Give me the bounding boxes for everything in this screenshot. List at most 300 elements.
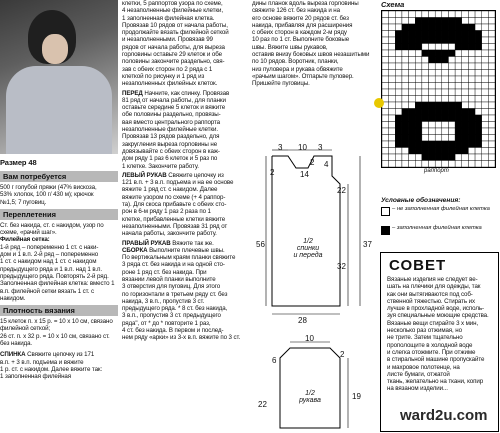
- empty-cell: [468, 76, 475, 83]
- filled-cell: [409, 115, 416, 122]
- filled-cell: [435, 57, 442, 64]
- filled-cell: [468, 122, 475, 129]
- empty-cell: [475, 154, 482, 161]
- filled-cell: [455, 128, 462, 135]
- advice-line: шать на плечики для одежды, так: [387, 283, 481, 291]
- advice-line: несколько раз отжимая, но: [387, 327, 462, 335]
- empty-cell: [415, 161, 422, 168]
- empty-cell: [429, 63, 436, 70]
- empty-cell: [435, 128, 442, 135]
- empty-cell: [442, 70, 449, 77]
- empty-cell: [462, 11, 469, 18]
- empty-cell: [382, 76, 389, 83]
- filled-cell: [442, 148, 449, 155]
- empty-cell: [395, 11, 402, 18]
- empty-cell: [482, 154, 489, 161]
- filled-cell: [448, 50, 455, 57]
- empty-cell: [389, 141, 396, 148]
- pered-line: оставьте середине 5 клеток и вяжите: [122, 104, 226, 112]
- empty-cell: [382, 50, 389, 57]
- filled-cell: [395, 37, 402, 44]
- empty-cell: [395, 63, 402, 70]
- filled-cell: [448, 18, 455, 25]
- filled-cell: [395, 128, 402, 135]
- dim-label: 37: [363, 240, 372, 249]
- dim-label: 3: [278, 143, 283, 152]
- empty-cell: [382, 63, 389, 70]
- empty-cell: [389, 24, 396, 31]
- empty-cell: [389, 70, 396, 77]
- sborka-line: Выполните плечевые швы.: [149, 246, 225, 254]
- size-title: Размер 48: [0, 158, 37, 167]
- empty-cell: [455, 89, 462, 96]
- empty-cell: [415, 11, 422, 18]
- filled-cell: [435, 18, 442, 25]
- col3-line: «рачьим шагом». Отпарьте пуловер.: [252, 72, 354, 80]
- empty-cell: [422, 44, 429, 51]
- filled-cell: [455, 37, 462, 44]
- empty-cell: [482, 76, 489, 83]
- col3-line: накида, прибавляя для расширения: [252, 21, 353, 29]
- filled-cell-swatch: [381, 226, 390, 235]
- empty-cell: [475, 109, 482, 116]
- empty-cell: [475, 63, 482, 70]
- filled-cell: [455, 109, 462, 116]
- legend-title: Условные обозначения:: [381, 197, 461, 204]
- empty-cell: [468, 83, 475, 90]
- filled-cell: [468, 24, 475, 31]
- filled-cell: [448, 115, 455, 122]
- filled-cell: [415, 44, 422, 51]
- filled-cell: [402, 44, 409, 51]
- filled-cell: [462, 141, 469, 148]
- empty-cell: [429, 76, 436, 83]
- filled-cell: [409, 135, 416, 142]
- empty-cell: [488, 128, 495, 135]
- empty-cell: [389, 37, 396, 44]
- empty-cell: [422, 76, 429, 83]
- empty-cell: [389, 44, 396, 51]
- filled-cell: [468, 141, 475, 148]
- filled-cell: [422, 148, 429, 155]
- dim-label: 22: [258, 400, 267, 409]
- empty-cell: [389, 115, 396, 122]
- empty-cell: [435, 89, 442, 96]
- empty-cell: [435, 122, 442, 129]
- dim-label: 3: [318, 143, 323, 152]
- empty-cell: [382, 18, 389, 25]
- pered-line: незаполненные филейные клетки.: [122, 126, 218, 134]
- filled-cell: [429, 115, 436, 122]
- empty-cell: [442, 122, 449, 129]
- empty-cell: [482, 83, 489, 90]
- advice-line: зуя специальные моющие средства.: [387, 312, 489, 320]
- model-shirt: [6, 66, 112, 154]
- filled-cell: [448, 141, 455, 148]
- empty-cell: [488, 44, 495, 51]
- needs-header: Вам потребуется: [0, 171, 118, 182]
- advice-line: и махровое полотенце, на: [387, 363, 460, 371]
- filled-cell: [429, 50, 436, 57]
- filled-cell: [415, 115, 422, 122]
- filled-cell: [468, 31, 475, 38]
- empty-cell: [422, 161, 429, 168]
- empty-cell: [395, 50, 402, 57]
- empty-cell: [475, 83, 482, 90]
- empty-cell: [448, 44, 455, 51]
- filled-cell: [462, 37, 469, 44]
- empty-cell: [488, 135, 495, 142]
- empty-cell: [395, 148, 402, 155]
- filet-line: 1 ст. с накидом над 1 ст. с накидом: [0, 258, 97, 266]
- empty-cell: [442, 161, 449, 168]
- weave-line: схеме, «рачий шаг».: [0, 229, 57, 237]
- empty-cell: [409, 161, 416, 168]
- filled-cell: [402, 115, 409, 122]
- empty-cell: [409, 11, 416, 18]
- filled-cell: [422, 24, 429, 31]
- empty-cell: [482, 63, 489, 70]
- pered-line: 1 клетке. Закончите работу.: [122, 162, 199, 170]
- empty-cell: [468, 57, 475, 64]
- filled-cell: [422, 31, 429, 38]
- filled-cell: [402, 135, 409, 142]
- filled-cell: [475, 44, 482, 51]
- empty-cell: [462, 102, 469, 109]
- filled-cell: [429, 24, 436, 31]
- empty-cell: [402, 70, 409, 77]
- sleeve-schematic: [270, 338, 370, 433]
- col3-line: оставив внизу боковых швов незашитыми: [252, 51, 370, 59]
- filled-cell: [429, 31, 436, 38]
- advice-line: прополощите в холодной воде: [387, 341, 473, 349]
- empty-cell: [409, 18, 416, 25]
- pered-line: Начните, как спинку. Провязав: [144, 89, 230, 97]
- empty-cell: [488, 83, 495, 90]
- empty-cell: [422, 63, 429, 70]
- col2-line: клеткой по рисунку и 1 ряд из: [122, 72, 205, 80]
- pered-line: вая вместо центрального раппорта: [122, 118, 221, 126]
- filled-cell: [435, 50, 442, 57]
- filled-cell: [455, 115, 462, 122]
- col2-line: Провязав 10 рядов от начала работы,: [122, 21, 228, 29]
- empty-cell: [409, 63, 416, 70]
- empty-cell: [435, 44, 442, 51]
- empty-cell: [448, 70, 455, 77]
- empty-cell: [382, 161, 389, 168]
- empty-cell: [462, 57, 469, 64]
- dim-label: 19: [352, 392, 361, 401]
- empty-cell: [442, 44, 449, 51]
- empty-cell: [468, 154, 475, 161]
- empty-cell: [442, 76, 449, 83]
- filled-cell: [415, 102, 422, 109]
- sleeve-label-fraction: 1/2: [305, 390, 315, 397]
- filled-cell: [409, 141, 416, 148]
- front-label-fraction: 1/2: [303, 238, 313, 245]
- empty-cell: [455, 57, 462, 64]
- spinka-line: Свяжите цепочку из 171: [27, 351, 95, 359]
- filled-cell: [442, 141, 449, 148]
- front-label-line2: спинки: [296, 245, 320, 252]
- empty-cell: [415, 89, 422, 96]
- empty-cell-swatch: [381, 207, 390, 216]
- filled-cell: [468, 44, 475, 51]
- filled-cell: [402, 109, 409, 116]
- sborka-line: 3 ряда ст. без накида и на одной сто-: [122, 261, 225, 269]
- empty-cell: [395, 57, 402, 64]
- empty-cell: [422, 122, 429, 129]
- filled-cell: [415, 37, 422, 44]
- density-line: филейной сеткой;: [0, 325, 51, 333]
- filled-cell: [415, 18, 422, 25]
- empty-cell: [488, 161, 495, 168]
- empty-cell: [488, 57, 495, 64]
- empty-cell: [482, 161, 489, 168]
- rukav-line: клетке, прибавленные клетки вяжите: [122, 215, 226, 223]
- empty-cell: [389, 11, 396, 18]
- rukav-line: начала работы, закончите работу.: [122, 230, 217, 238]
- filet-line: предыдущего ряда. Повторять 2-й ряд.: [0, 272, 109, 280]
- filled-cell: [402, 141, 409, 148]
- empty-cell: [482, 109, 489, 116]
- empty-cell: [422, 57, 429, 64]
- filled-cell: [429, 102, 436, 109]
- empty-cell: [488, 109, 495, 116]
- empty-cell: [422, 128, 429, 135]
- empty-cell: [468, 11, 475, 18]
- advice-title: СОВЕТ: [389, 257, 447, 274]
- filet-header: Филейная сетка:: [0, 236, 50, 244]
- advice-line: не трите. Затем тщательно: [387, 334, 463, 342]
- rukav-line: вяжите узором по схеме (+ 4 раппор-: [122, 193, 226, 201]
- filled-cell: [462, 44, 469, 51]
- empty-cell: [448, 76, 455, 83]
- empty-cell: [429, 161, 436, 168]
- empty-cell: [448, 122, 455, 129]
- empty-cell: [455, 161, 462, 168]
- empty-cell: [409, 96, 416, 103]
- filled-cell: [409, 109, 416, 116]
- filled-cell: [448, 154, 455, 161]
- filled-cell: [435, 24, 442, 31]
- empty-cell: [455, 76, 462, 83]
- filled-cell: [475, 37, 482, 44]
- empty-cell: [402, 18, 409, 25]
- filled-cell: [475, 31, 482, 38]
- empty-cell: [462, 161, 469, 168]
- empty-cell: [395, 102, 402, 109]
- pered-line: 81 ряд от начала работы, для планки: [122, 96, 226, 104]
- spinka-line: в.п. + 3 в.п. подъема и вяжите: [0, 358, 84, 366]
- pered-label: ПЕРЕД: [122, 89, 143, 97]
- filled-cell: [442, 154, 449, 161]
- empty-cell: [475, 11, 482, 18]
- empty-cell: [482, 128, 489, 135]
- empty-cell: [382, 154, 389, 161]
- empty-cell: [429, 70, 436, 77]
- filled-cell: [409, 44, 416, 51]
- empty-cell: [468, 18, 475, 25]
- empty-cell: [389, 128, 396, 135]
- chart-marker-icon: [374, 98, 384, 108]
- empty-cell: [395, 154, 402, 161]
- col2-line: 4 незаполненные филейные клетки,: [122, 7, 223, 15]
- rukav-line: та). Для скоса прибавьте с обеих сто-: [122, 201, 227, 209]
- empty-cell: [415, 57, 422, 64]
- empty-cell: [402, 83, 409, 90]
- col3-line: 10 раз по 1 ст. Выполните боковые: [252, 36, 350, 44]
- front-label-line3: и переда: [293, 252, 323, 259]
- empty-cell: [402, 102, 409, 109]
- empty-cell: [389, 57, 396, 64]
- empty-cell: [402, 96, 409, 103]
- advice-line: Вязаные вещи стирайте 3 х мин,: [387, 319, 479, 327]
- filled-cell: [462, 109, 469, 116]
- empty-cell: [382, 109, 389, 116]
- filled-cell: [462, 135, 469, 142]
- empty-cell: [429, 128, 436, 135]
- pered-line: обе половины раздельно, провязы-: [122, 111, 221, 119]
- empty-cell: [462, 63, 469, 70]
- empty-cell: [482, 18, 489, 25]
- filled-cell: [475, 135, 482, 142]
- filled-cell: [395, 31, 402, 38]
- dim-label: 10: [298, 143, 307, 152]
- empty-cell: [422, 11, 429, 18]
- empty-cell: [468, 70, 475, 77]
- empty-cell: [488, 102, 495, 109]
- col3-line: по 10 рядов. Воротник, планки,: [252, 58, 339, 66]
- empty-cell: [468, 89, 475, 96]
- filled-cell: [435, 109, 442, 116]
- rukav-line: рон в 6-м ряду 1 раз 2 раза по 1: [122, 208, 211, 216]
- dim-label: 14: [300, 170, 309, 179]
- empty-cell: [402, 50, 409, 57]
- filled-cell: [475, 122, 482, 129]
- empty-cell: [462, 76, 469, 83]
- filled-cell: [435, 102, 442, 109]
- col2-line: 1 заполненная филейная клетка.: [122, 14, 215, 22]
- col3-line: Пришейте пуговицы.: [252, 80, 310, 88]
- empty-cell: [382, 44, 389, 51]
- sborka-line: По вертикальным краям планки свяжите: [122, 254, 236, 262]
- filet-line: предыдущего ряда и 1 в.п. над 1 в.п.: [0, 265, 103, 273]
- empty-cell: [442, 11, 449, 18]
- empty-cell: [382, 89, 389, 96]
- filled-cell: [402, 128, 409, 135]
- filled-cell: [468, 109, 475, 116]
- empty-cell: [422, 70, 429, 77]
- legend-filled-text: – заполненная филейная клетка: [392, 225, 482, 231]
- empty-cell: [462, 154, 469, 161]
- pravy-label: ПРАВЫЙ РУКАВ: [122, 239, 171, 247]
- filled-cell: [409, 31, 416, 38]
- density-line: 15 клеток п. x 15 р. = 10 x 10 см, связано: [0, 318, 113, 326]
- empty-cell: [395, 161, 402, 168]
- filled-cell: [455, 44, 462, 51]
- empty-cell: [488, 122, 495, 129]
- empty-cell: [382, 70, 389, 77]
- empty-cell: [475, 148, 482, 155]
- filled-cell: [402, 122, 409, 129]
- empty-cell: [395, 89, 402, 96]
- half-sleeve-outline: [280, 348, 340, 428]
- empty-cell: [409, 50, 416, 57]
- filled-cell: [455, 148, 462, 155]
- col2-line: половины закончите раздельно, свя-: [122, 58, 225, 66]
- filled-cell: [462, 24, 469, 31]
- filled-cell: [409, 128, 416, 135]
- empty-cell: [415, 76, 422, 83]
- empty-cell: [382, 31, 389, 38]
- pered-line: Провязав 13 рядов раздельно, для: [122, 133, 220, 141]
- density-line: без накида.: [0, 340, 33, 348]
- rukav-line: 121 в.п. + 3 в.п. подъема и на ее основе: [122, 179, 234, 187]
- empty-cell: [488, 115, 495, 122]
- empty-cell: [422, 89, 429, 96]
- filled-cell: [455, 135, 462, 142]
- filled-cell: [468, 135, 475, 142]
- empty-cell: [395, 109, 402, 116]
- filled-cell: [422, 109, 429, 116]
- filled-cell: [409, 37, 416, 44]
- empty-cell: [389, 135, 396, 142]
- advice-box: [380, 252, 499, 432]
- pattern-title: Схема: [381, 0, 405, 9]
- filled-cell: [435, 148, 442, 155]
- empty-cell: [448, 128, 455, 135]
- empty-cell: [435, 11, 442, 18]
- empty-cell: [482, 44, 489, 51]
- col2-line: зав с обеих сторон по 2 ряда с 1: [122, 65, 213, 73]
- empty-cell: [475, 161, 482, 168]
- empty-cell: [488, 18, 495, 25]
- model-face: [42, 34, 68, 64]
- empty-cell: [475, 89, 482, 96]
- empty-cell: [435, 161, 442, 168]
- dim-label: 4: [324, 160, 329, 169]
- empty-cell: [482, 122, 489, 129]
- empty-cell: [429, 89, 436, 96]
- empty-cell: [475, 76, 482, 83]
- filled-cell: [435, 31, 442, 38]
- dim-label: 10: [305, 334, 314, 343]
- sleeve-label-line2: рукава: [299, 397, 321, 404]
- empty-cell: [482, 57, 489, 64]
- empty-cell: [488, 11, 495, 18]
- empty-cell: [482, 141, 489, 148]
- empty-cell: [395, 70, 402, 77]
- filled-cell: [462, 115, 469, 122]
- empty-cell: [442, 96, 449, 103]
- sborka-line: роне 1 ряд ст. без накида. При: [122, 268, 207, 276]
- empty-cell: [382, 141, 389, 148]
- filled-cell: [395, 135, 402, 142]
- empty-cell: [482, 102, 489, 109]
- filet-line: Заполненная филейная клетка: вместо 1: [0, 280, 115, 288]
- empty-cell: [422, 83, 429, 90]
- col2-line: и незаполненными. Провязав 99: [122, 36, 213, 44]
- col2-line: горловины оставьте 29 клеток и обе: [122, 51, 222, 59]
- filled-cell: [429, 154, 436, 161]
- empty-cell: [382, 128, 389, 135]
- empty-cell: [442, 63, 449, 70]
- filled-cell: [415, 128, 422, 135]
- filled-cell: [455, 18, 462, 25]
- empty-cell: [382, 37, 389, 44]
- needs-line: 53% хлопок, 100 г/ 430 м); крючок: [0, 191, 94, 199]
